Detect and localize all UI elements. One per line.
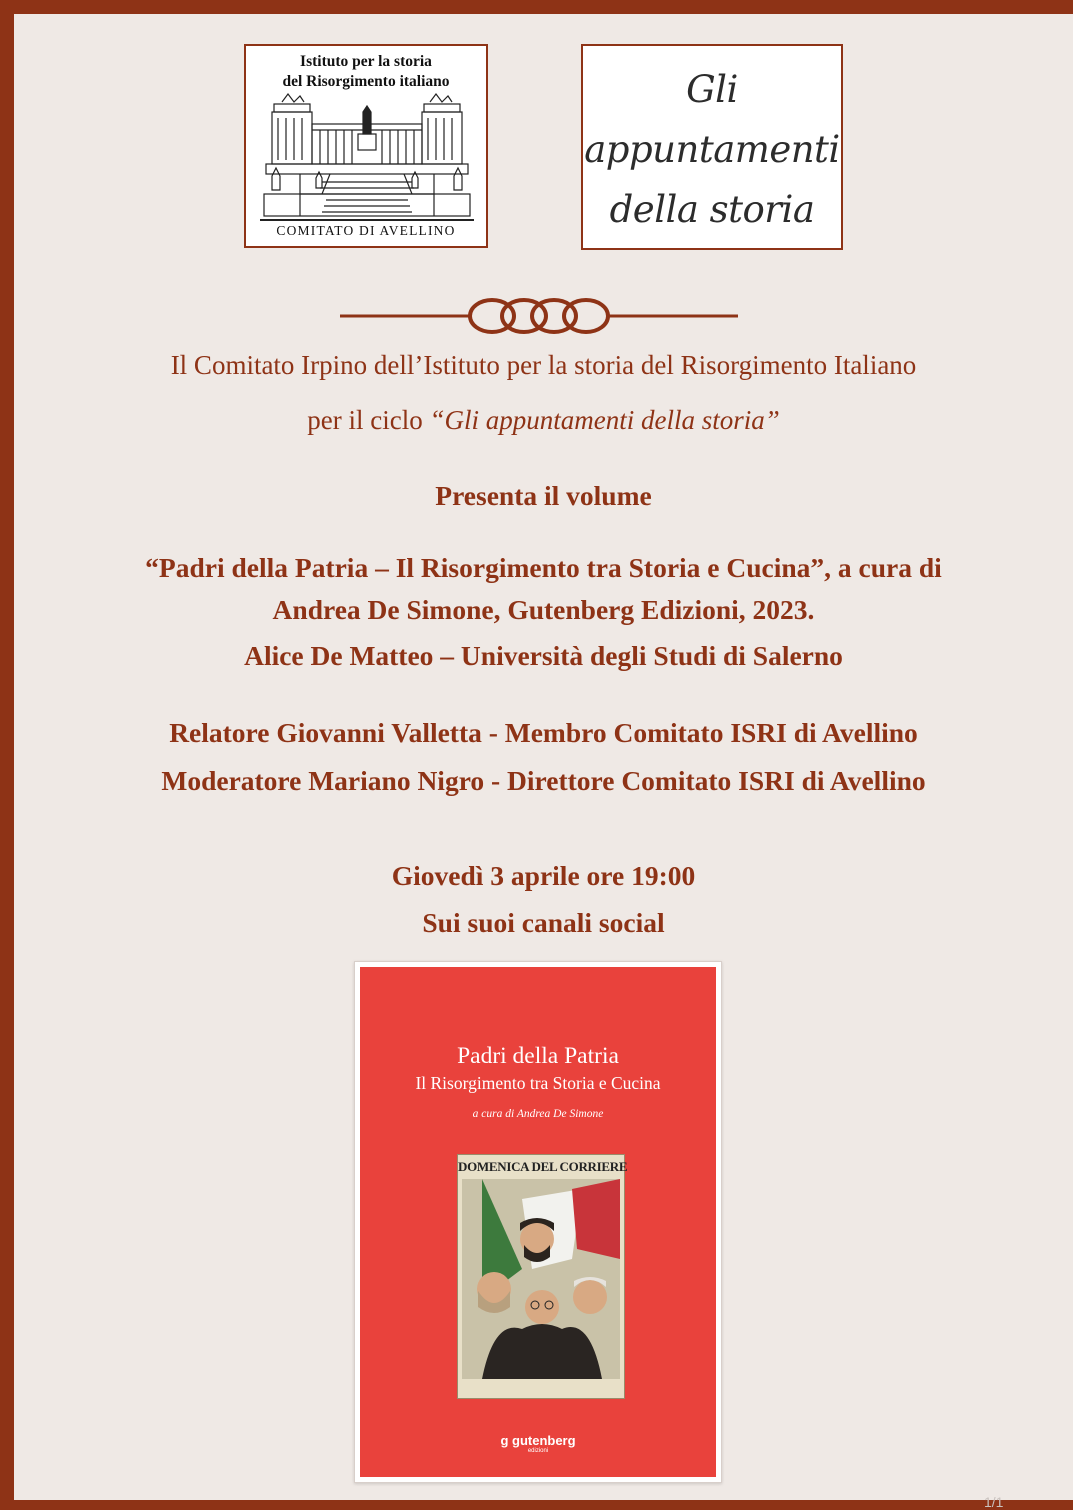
logo-title-line1: Istituto per la storia	[300, 53, 432, 70]
book-info-line2: Andrea De Simone, Gutenberg Edizioni, 2023.	[272, 594, 815, 625]
newspaper-masthead: DOMENICA DEL CORRIERE	[458, 1159, 628, 1174]
intro-line2	[14, 405, 1073, 436]
gutenberg-logo-icon: ɡ	[500, 1433, 512, 1448]
institute-logo-title	[246, 52, 486, 92]
book-cover-face	[360, 967, 716, 1477]
ornament-divider-icon	[340, 294, 738, 338]
cover-publisher	[360, 1433, 716, 1448]
cover-editor: a cura di Andrea De Simone	[472, 1108, 604, 1120]
event-location: Sui suoi canali social	[422, 907, 665, 938]
cover-subtitle: Il Risorgimento tra Storia e Cucina	[415, 1073, 661, 1093]
logo-title-line2: del Risorgimento italiano	[282, 73, 450, 90]
cover-illustration	[457, 1154, 628, 1399]
presents-heading: Presenta il volume	[435, 480, 652, 511]
book-info-line1: “Padri della Patria – Il Risorgimento tra Storia e Cucina”, a cura di	[145, 552, 942, 583]
series-logo	[581, 44, 843, 250]
flyer-page	[14, 14, 1073, 1510]
intro-line1: Il Comitato Irpino dell’Istituto per la storia del Risorgimento Italiano	[170, 350, 917, 380]
cover-publisher-sub: edizioni	[527, 1448, 549, 1454]
page-indicator: 1/1	[984, 1494, 1004, 1510]
vittoriano-monument-icon	[260, 92, 474, 224]
series-logo-line2: appuntamenti	[584, 128, 840, 171]
series-logo-line1: Gli	[686, 68, 738, 111]
cover-title: Padri della Patria	[457, 1043, 619, 1069]
institute-logo-footer: COMITATO DI AVELLINO	[276, 223, 456, 238]
book-cover	[354, 961, 722, 1483]
relatore-line: Relatore Giovanni Valletta - Membro Comitato ISRI di Avellino	[169, 717, 918, 748]
cover-publisher-name: gutenberg	[512, 1433, 576, 1448]
intro-series-name: “Gli appuntamenti della storia”	[429, 405, 780, 435]
book-info-line3: Alice De Matteo – Università degli Studi di Salerno	[244, 640, 843, 671]
event-date-time: Giovedì 3 aprile ore 19:00	[391, 860, 696, 891]
institute-logo	[244, 44, 488, 248]
moderatore-line: Moderatore Mariano Nigro - Direttore Comitato ISRI di Avellino	[161, 765, 926, 796]
series-logo-line3: della storia	[609, 188, 815, 231]
intro-line2-prefix: per il ciclo	[307, 405, 430, 435]
founding-fathers-portrait-icon	[462, 1179, 620, 1379]
